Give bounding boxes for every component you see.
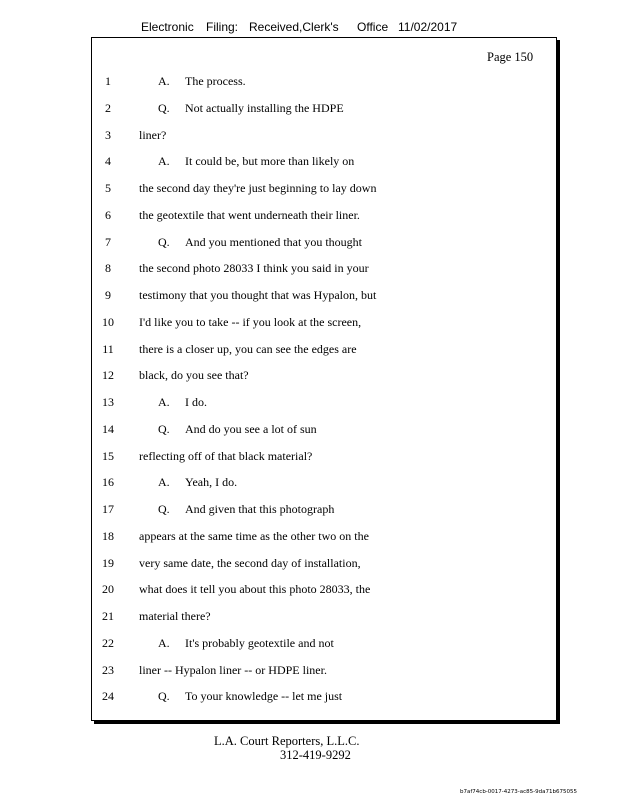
line-number: 22 (102, 635, 114, 650)
header-date: 11/02/2017 (398, 20, 458, 34)
transcript-line (0, 663, 618, 683)
line-number: 23 (102, 662, 114, 677)
line-text: To your knowledge -- let me just (185, 689, 343, 704)
line-text: the geotextile that went underneath their liner. (139, 207, 360, 222)
transcript-line (0, 449, 618, 469)
transcript-line (0, 101, 618, 121)
line-number: 4 (105, 154, 111, 169)
line-text-container (158, 154, 354, 169)
document-id: b7af74cb-0017-4273-ac85-9da71b675055 (460, 789, 577, 795)
line-text: what does it tell you about this photo 28033, the (139, 582, 371, 597)
transcript-line (0, 529, 618, 549)
page-number: Page 150 (487, 50, 534, 64)
transcript-line (0, 689, 618, 709)
speaker-label: A. (158, 74, 170, 88)
line-text: Not actually installing the HDPE (185, 100, 344, 115)
line-text: liner -- Hypalon liner -- or HDPE liner. (139, 662, 327, 677)
line-number: 6 (105, 207, 111, 222)
line-number: 20 (102, 582, 114, 597)
line-text-container (139, 288, 376, 303)
line-text-container (158, 74, 246, 89)
transcript-line (0, 208, 618, 228)
line-text: It's probably geotextile and not (185, 635, 334, 650)
header-office: Office (357, 20, 389, 34)
line-text: And given that this photograph (185, 502, 335, 516)
line-text: I do. (185, 395, 207, 409)
transcript-line (0, 582, 618, 602)
line-number: 2 (105, 100, 111, 115)
line-text-container (158, 395, 207, 410)
transcript-line (0, 475, 618, 495)
line-text-container (139, 128, 166, 143)
transcript-line (0, 181, 618, 201)
transcript-line (0, 502, 618, 522)
transcript-line (0, 154, 618, 174)
line-text: And you mentioned that you thought (185, 234, 362, 249)
transcript-line (0, 315, 618, 335)
line-number: 7 (105, 234, 111, 249)
footer-phone-text: 312-419-9292 (280, 748, 351, 762)
transcript-line (0, 128, 618, 148)
line-text-container (139, 663, 327, 678)
speaker-label: A. (158, 154, 170, 169)
line-number: 15 (102, 448, 114, 463)
line-text: liner? (139, 127, 167, 142)
transcript-line (0, 74, 618, 94)
footer-company-text: L.A. Court Reporters, L.L.C. (214, 734, 360, 748)
line-text-container (139, 315, 361, 330)
line-text: Yeah, I do. (185, 475, 238, 490)
line-text: It could be, but more than likely on (185, 154, 355, 169)
line-text-container (139, 609, 211, 624)
line-text-container (139, 582, 370, 597)
speaker-label: Q. (158, 421, 170, 436)
transcript-line (0, 368, 618, 388)
line-text-container (139, 181, 376, 196)
line-number: 1 (105, 74, 111, 88)
line-text-container (139, 208, 360, 223)
line-number: 18 (102, 528, 114, 543)
line-text-container (158, 636, 334, 651)
line-text: reflecting off of that black material? (139, 448, 313, 463)
line-text-container (158, 101, 344, 116)
transcript-line (0, 342, 618, 362)
line-number: 19 (102, 555, 114, 570)
line-number: 3 (105, 127, 111, 142)
line-number: 10 (102, 314, 114, 329)
line-number: 13 (102, 395, 114, 409)
line-number: 14 (102, 421, 114, 436)
line-text: black, do you see that? (139, 368, 249, 383)
speaker-label: Q. (158, 502, 170, 516)
line-text: testimony that you thought that was Hypalon, but (139, 288, 377, 302)
line-text: appears at the same time as the other two on the (139, 528, 369, 543)
line-text: I'd like you to take -- if you look at the screen, (139, 314, 362, 329)
line-number: 8 (105, 261, 111, 276)
line-text: there is a closer up, you can see the edges are (139, 341, 357, 356)
line-text-container (139, 449, 312, 464)
line-number: 5 (105, 181, 111, 195)
transcript-line (0, 288, 618, 308)
transcript-line (0, 609, 618, 629)
line-number: 11 (102, 341, 114, 356)
line-text-container (139, 342, 357, 357)
speaker-label: Q. (158, 100, 170, 115)
transcript-line (0, 422, 618, 442)
line-text-container (158, 689, 342, 704)
transcript-line (0, 636, 618, 656)
line-text-container (158, 475, 237, 490)
line-text-container (158, 235, 362, 250)
line-number: 12 (102, 368, 114, 383)
speaker-label: Q. (158, 234, 170, 249)
line-text-container (139, 261, 369, 276)
header-electronic: Electronic (141, 20, 194, 34)
line-text-container (139, 368, 249, 383)
speaker-label: Q. (158, 689, 170, 704)
line-number: 24 (102, 689, 114, 704)
header-filing: Filing: (206, 20, 239, 34)
transcript-line (0, 556, 618, 576)
transcript-line (0, 235, 618, 255)
line-text-container (139, 529, 369, 544)
speaker-label: A. (158, 635, 170, 650)
line-text: And do you see a lot of sun (185, 421, 317, 436)
line-text-container (139, 556, 361, 571)
line-text: material there? (139, 609, 211, 623)
line-text: the second photo 28033 I think you said in your (139, 261, 369, 276)
line-number: 9 (105, 288, 111, 302)
line-text: the second day they're just beginning to lay down (139, 181, 377, 195)
speaker-label: A. (158, 395, 170, 409)
header-received: Received,Clerk's (249, 20, 339, 34)
transcript-line (0, 261, 618, 281)
line-number: 17 (102, 502, 114, 516)
line-text: The process. (185, 74, 246, 88)
transcript-line (0, 395, 618, 415)
line-number: 21 (102, 609, 114, 623)
line-text-container (158, 502, 334, 517)
line-text: very same date, the second day of installation, (139, 555, 361, 570)
line-number: 16 (102, 475, 114, 490)
line-text-container (158, 422, 317, 437)
speaker-label: A. (158, 475, 170, 490)
